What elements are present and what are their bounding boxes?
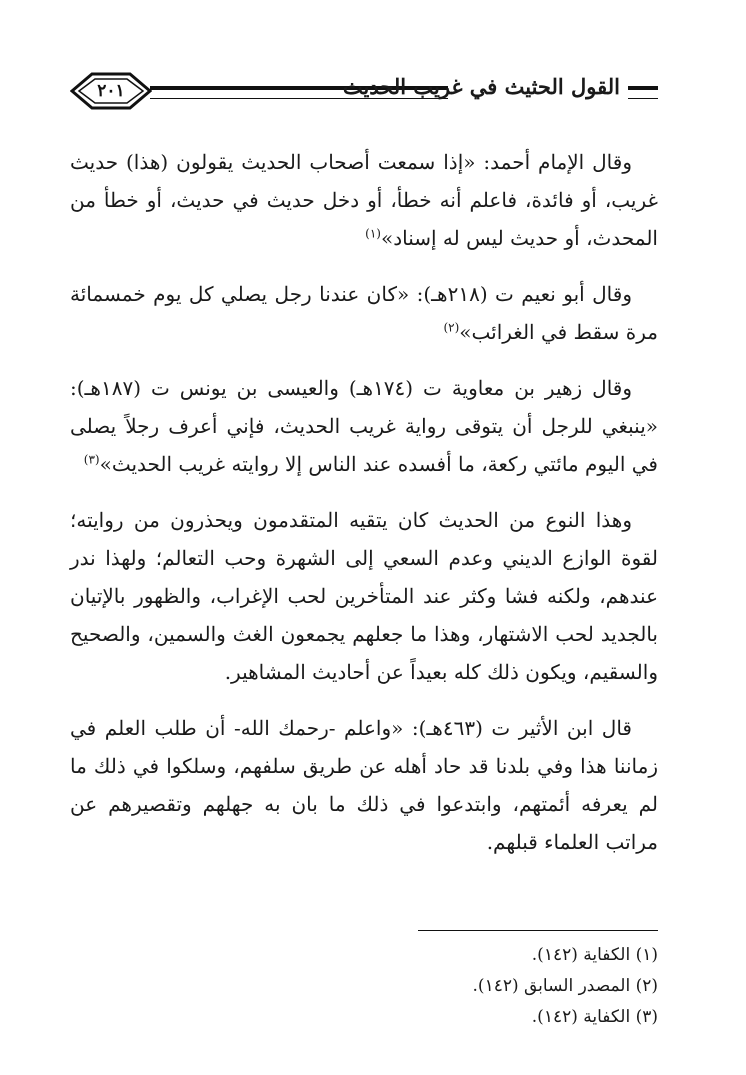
paragraph-commentary: وهذا النوع من الحديث كان يتقيه المتقدمون ويحذرون من روايته؛ لقوة الوازع الديني وعدم السعي إلى الشهرة وحب التعالم؛ ولهذا ندر عندهم، ولكنه فشا وكثر عند المتأخرين لحب الإغراب، والظهور بالإتيان بالجديد لحب الاشتهار، وهذا ما جعلهم يجمعون الغث والسمين، والصحيح والسقيم، ويكون ذلك كله بعيداً عن أحاديث المشاهير. xyxy=(70,508,658,684)
footnotes xyxy=(70,940,658,1033)
running-title: القول الحثيث في غريب الحديث xyxy=(342,74,620,99)
footnote-3: (٣) الكفاية (١٤٢). xyxy=(531,1007,658,1027)
page-header xyxy=(70,68,658,114)
footnote-1: (١) الكفاية (١٤٢). xyxy=(531,945,658,965)
footnote-ref: (٣) xyxy=(83,452,100,467)
page-number: ٢٠١ xyxy=(97,81,125,101)
paragraph-abu-nuaym: وقال أبو نعيم ت (٢١٨هـ): «كان عندنا رجل يصلي كل يوم خمسمائة مرة سقط في الغرائب»$^{(٢)}$ xyxy=(70,282,658,344)
body-text xyxy=(70,143,658,879)
footnote-separator xyxy=(418,930,658,931)
paragraph-ahmad: وقال الإمام أحمد: «إذا سمعت أصحاب الحديث يقولون (هذا) حديث غريب، أو فائدة، فاعلم أنه خطأ، أو دخل حديث في حديث، أو خطأ من المحدث، أو حديث ليس له إسناد»$^{(١)}$ xyxy=(70,150,658,250)
paragraph-ibn-al-athir: قال ابن الأثير ت (٤٦٣هـ): «واعلم -رحمك الله- أن طلب العلم في زماننا هذا وفي بلدنا قد حاد أهله عن طريق سلفهم، وسلكوا في ذلك ما لم يعرفه أئمتهم، وابتدعوا في ذلك ما بان به جهلهم وتقصيرهم عن مراتب العلماء قبلهم. xyxy=(70,716,658,854)
header-dash xyxy=(628,86,658,99)
page-number-badge xyxy=(70,68,152,114)
footnote-2: (٢) المصدر السابق (١٤٢). xyxy=(472,976,658,996)
footnote-ref: (٢) xyxy=(443,320,460,335)
paragraph-zuhayr: وقال زهير بن معاوية ت (١٧٤هـ) والعيسى بن يونس ت (١٨٧هـ): «ينبغي للرجل أن يتوقى رواية غريب الحديث، فإني أعرف رجلاً يصلى في اليوم مائتي ركعة، ما أفسده عند الناس إلا روايته غريب الحديث»$^{(٣)}$ xyxy=(70,376,658,476)
footnote-ref: (١) xyxy=(365,226,381,241)
